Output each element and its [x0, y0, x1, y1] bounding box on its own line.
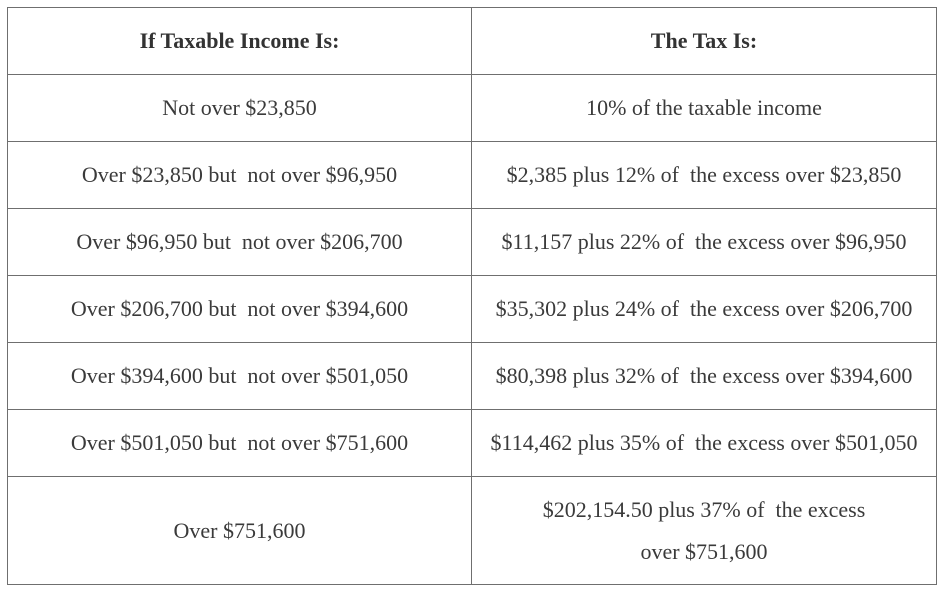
- header-taxable-income: If Taxable Income Is:: [8, 8, 472, 75]
- tax-cell: $35,302 plus 24% of the excess over $206,700: [472, 276, 937, 343]
- tax-cell: $80,398 plus 32% of the excess over $394,600: [472, 343, 937, 410]
- tax-cell: $11,157 plus 22% of the excess over $96,950: [472, 209, 937, 276]
- income-cell: Over $501,050 but not over $751,600: [8, 410, 472, 477]
- income-cell: Not over $23,850: [8, 75, 472, 142]
- table-row: [8, 343, 937, 410]
- tax-cell: $202,154.50 plus 37% of the excess over $751,600: [472, 477, 937, 585]
- table-row: [8, 276, 937, 343]
- income-cell: Over $751,600: [8, 477, 472, 585]
- tax-cell: 10% of the taxable income: [472, 75, 937, 142]
- income-cell: Over $96,950 but not over $206,700: [8, 209, 472, 276]
- table-row: [8, 410, 937, 477]
- table-header-row: [8, 8, 937, 75]
- table-row: [8, 209, 937, 276]
- income-cell: Over $206,700 but not over $394,600: [8, 276, 472, 343]
- table-row: [8, 477, 937, 585]
- tax-bracket-table: [7, 7, 937, 585]
- tax-cell: $2,385 plus 12% of the excess over $23,850: [472, 142, 937, 209]
- income-cell: Over $394,600 but not over $501,050: [8, 343, 472, 410]
- header-tax: The Tax Is:: [472, 8, 937, 75]
- table-row: [8, 142, 937, 209]
- income-cell: Over $23,850 but not over $96,950: [8, 142, 472, 209]
- tax-cell: $114,462 plus 35% of the excess over $501,050: [472, 410, 937, 477]
- table-row: [8, 75, 937, 142]
